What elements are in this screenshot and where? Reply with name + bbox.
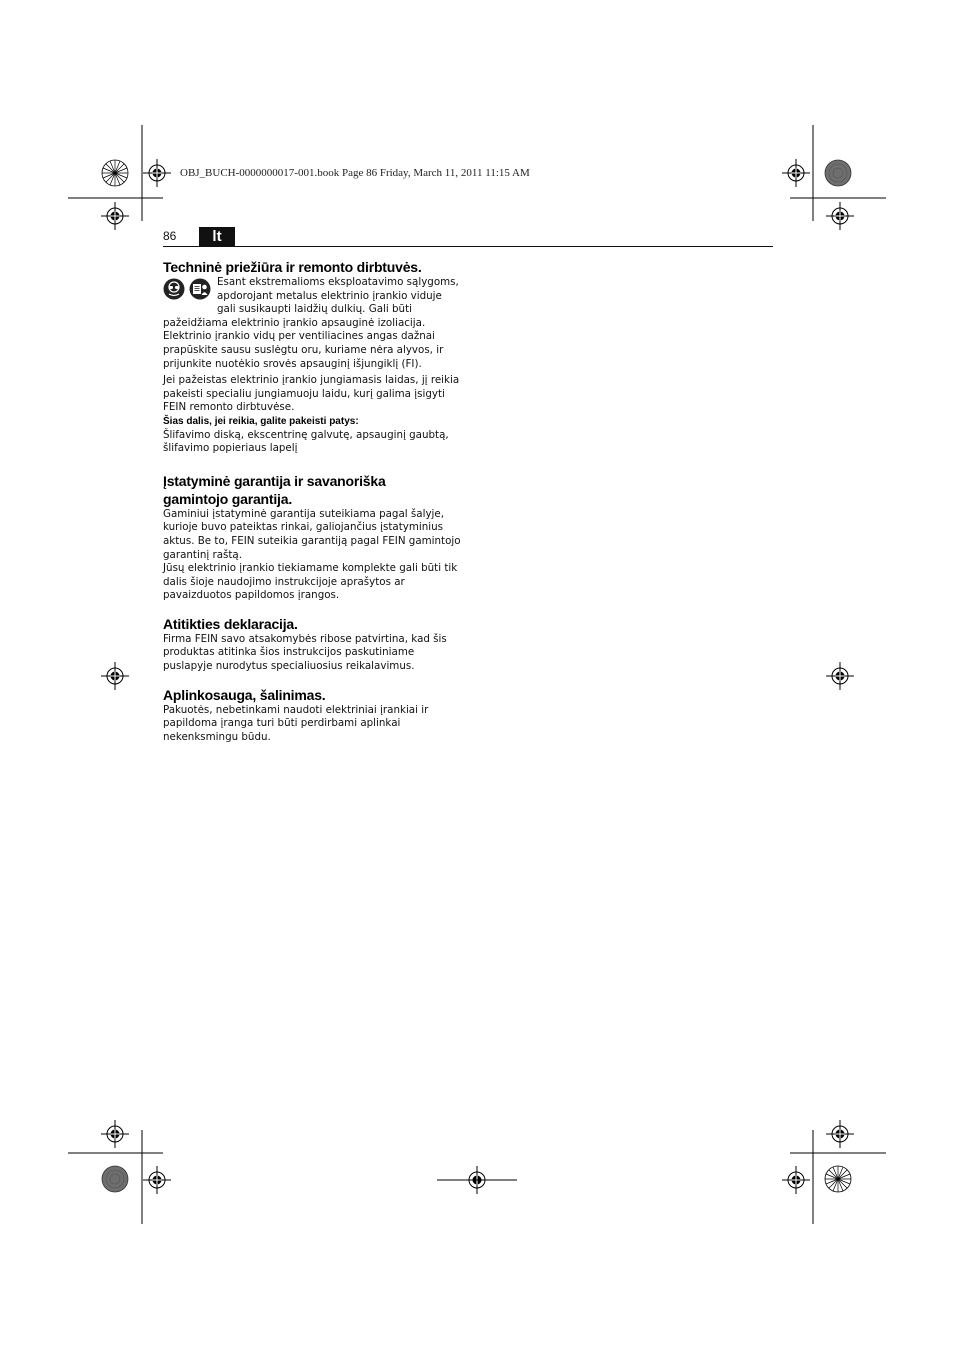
paragraph-line: Elektrinio įrankio vidų per ventiliacines angas dažnai [163, 330, 435, 343]
header-rule [163, 246, 773, 247]
paragraph-line: dalis šioje naudojimo instrukcijoje aprašytos ar [163, 575, 405, 588]
paragraph-line: nekenksmingu būdu. [163, 730, 271, 743]
paragraph-line: garantinį raštą. [163, 548, 243, 561]
section-environment [163, 686, 463, 745]
print-slug: OBJ_BUCH-0000000017-001.book Page 86 Friday, March 11, 2011 11:15 AM [180, 167, 530, 179]
paragraph-line: Esant ekstremalioms eksploatavimo sąlygoms, [217, 276, 459, 288]
paragraph-line: Pakuotės, nebetinkami naudoti elektriniai įrankiai ir [163, 703, 429, 716]
paragraph-line: puslapyje nurodytus specialiuosius reikalavimus. [163, 660, 415, 673]
subheading: Šias dalis, jei reikia, galite pakeisti patys: [163, 415, 359, 427]
paragraph-line: aktus. Be to, FEIN suteikia garantiją pagal FEIN gamintojo [163, 534, 461, 547]
section-title: Atitikties deklaracija. [163, 615, 298, 632]
paragraph-line: pažeidžiama elektrinio įrankio apsauginė izoliacija. [163, 316, 426, 329]
paragraph-line: kurioje buvo pateiktas rinkai, galiojančius įstatyminius [163, 521, 444, 534]
section-maintenance [163, 258, 463, 456]
paragraph-line: produktas atitinka šios instrukcijos paskutiniame [163, 646, 415, 659]
paragraph-line: Jei pažeistas elektrinio įrankio jungiamasis laidas, jį reikia [163, 374, 460, 387]
section-title-line: Įstatyminė garantija ir savanoriška [163, 472, 386, 489]
safety-goggles-icon [163, 278, 185, 300]
language-tab: lt [199, 227, 235, 246]
paragraph-line: pavaizduotos papildomos įrangos. [163, 589, 340, 602]
paragraph-line: šlifavimo popieriaus lapelį [163, 442, 298, 455]
intro-block [163, 276, 463, 371]
section-title-line: gamintojo garantija. [163, 490, 293, 507]
manual-read-icon [189, 278, 211, 300]
page-content [163, 258, 463, 744]
paragraph-line: Šlifavimo diską, ekscentrinę galvutę, apsauginį gaubtą, [163, 428, 449, 441]
paragraph-line: pakeisti specialiu jungiamuoju laidu, kurį galima įsigyti [163, 387, 445, 400]
warning-icons [163, 278, 215, 300]
section-warranty [163, 472, 463, 603]
page-number: 86 [163, 229, 177, 243]
paragraph-line: papildoma įranga turi būti perdirbami aplinkai [163, 717, 401, 730]
paragraph-line: Jūsų elektrinio įrankio tiekiamame komplekte gali būti tik [163, 562, 458, 575]
section-title: Techninė priežiūra ir remonto dirbtuvės. [163, 259, 422, 275]
paragraph-line: prijunkite nuotėkio srovės apsauginį išjungiklį (FI). [163, 357, 422, 370]
paragraph-line: gali susikaupti laidžių dulkių. Gali būti [217, 303, 412, 316]
section-declaration [163, 615, 463, 674]
paragraph-line: FEIN remonto dirbtuvėse. [163, 401, 295, 414]
paragraph-line: Firma FEIN savo atsakomybės ribose patvirtina, kad šis [163, 632, 447, 645]
paragraph-line: apdorojant metalus elektrinio įrankio viduje [217, 289, 442, 302]
paragraph-line: prapūskite sausu suslėgtu oru, kuriame nėra alyvos, ir [163, 343, 444, 356]
paragraph-line: Gaminiui įstatyminė garantija suteikiama pagal šalyje, [163, 507, 445, 520]
section-title: Aplinkosauga, šalinimas. [163, 686, 326, 703]
